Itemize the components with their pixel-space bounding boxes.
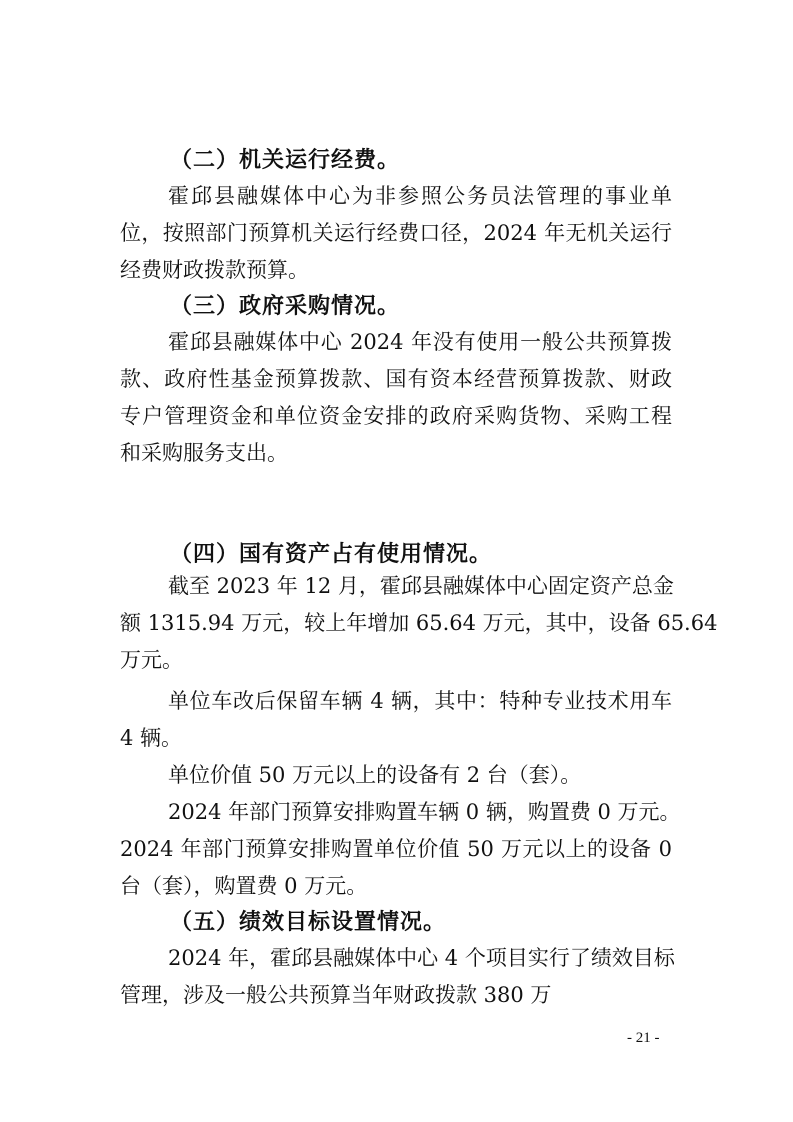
paragraph-line: 台（套），购置费 0 万元。 — [120, 874, 368, 898]
paragraph-line: 经费财政拨款预算。 — [120, 258, 309, 282]
paragraph-line: 万元。 — [120, 648, 183, 672]
section-heading-3: （三）政府采购情况。 — [170, 294, 401, 319]
paragraph-s3 — [120, 324, 672, 472]
paragraph-line: 专户管理资金和单位资金安排的政府采购货物、采购工程 — [120, 404, 672, 428]
paragraph-line: 和采购服务支出。 — [120, 441, 288, 465]
paragraph-line: 款、政府性基金预算拨款、国有资本经营预算拨款、财政 — [120, 367, 672, 391]
paragraph-line: 管理，涉及一般公共预算当年财政拨款 380 万 — [120, 983, 552, 1007]
paragraph-line: 霍邱县融媒体中心 2024 年没有使用一般公共预算拨 — [168, 330, 672, 354]
paragraph-line: 2024 年部门预算安排购置车辆 0 辆，购置费 0 万元。 — [168, 800, 681, 824]
paragraph-line: 截至 2023 年 12 月，霍邱县融媒体中心固定资产总金 — [168, 574, 674, 598]
section-heading-5: （五）绩效目标设置情况。 — [170, 910, 447, 935]
paragraph-line: 4 辆。 — [120, 726, 183, 750]
paragraph-line: 2024 年，霍邱县融媒体中心 4 个项目实行了绩效目标 — [168, 946, 675, 970]
paragraph-line: 单位价值 50 万元以上的设备有 2 台（套）。 — [168, 763, 582, 787]
paragraph-line: 2024 年部门预算安排购置单位价值 50 万元以上的设备 0 — [120, 837, 672, 861]
paragraph-s4-2 — [120, 683, 672, 757]
paragraph-s4-1 — [120, 568, 718, 679]
section-heading-2: （二）机关运行经费。 — [170, 148, 401, 173]
paragraph-s5 — [120, 940, 675, 1014]
paragraph-s4-3 — [120, 757, 672, 794]
paragraph-line: 位，按照部门预算机关运行经费口径，2024 年无机关运行 — [120, 221, 672, 245]
section-heading-4: （四）国有资产占有使用情况。 — [170, 542, 493, 567]
paragraph-line: 单位车改后保留车辆 4 辆，其中：特种专业技术用车 — [168, 689, 672, 713]
paragraph-s4-4 — [120, 794, 681, 905]
page-number: - 21 - — [627, 1030, 660, 1046]
paragraph-line: 霍邱县融媒体中心为非参照公务员法管理的事业单 — [168, 184, 672, 208]
paragraph-s2 — [120, 178, 672, 289]
paragraph-line: 额 1315.94 万元，较上年增加 65.64 万元，其中，设备 65.64 — [120, 611, 718, 635]
